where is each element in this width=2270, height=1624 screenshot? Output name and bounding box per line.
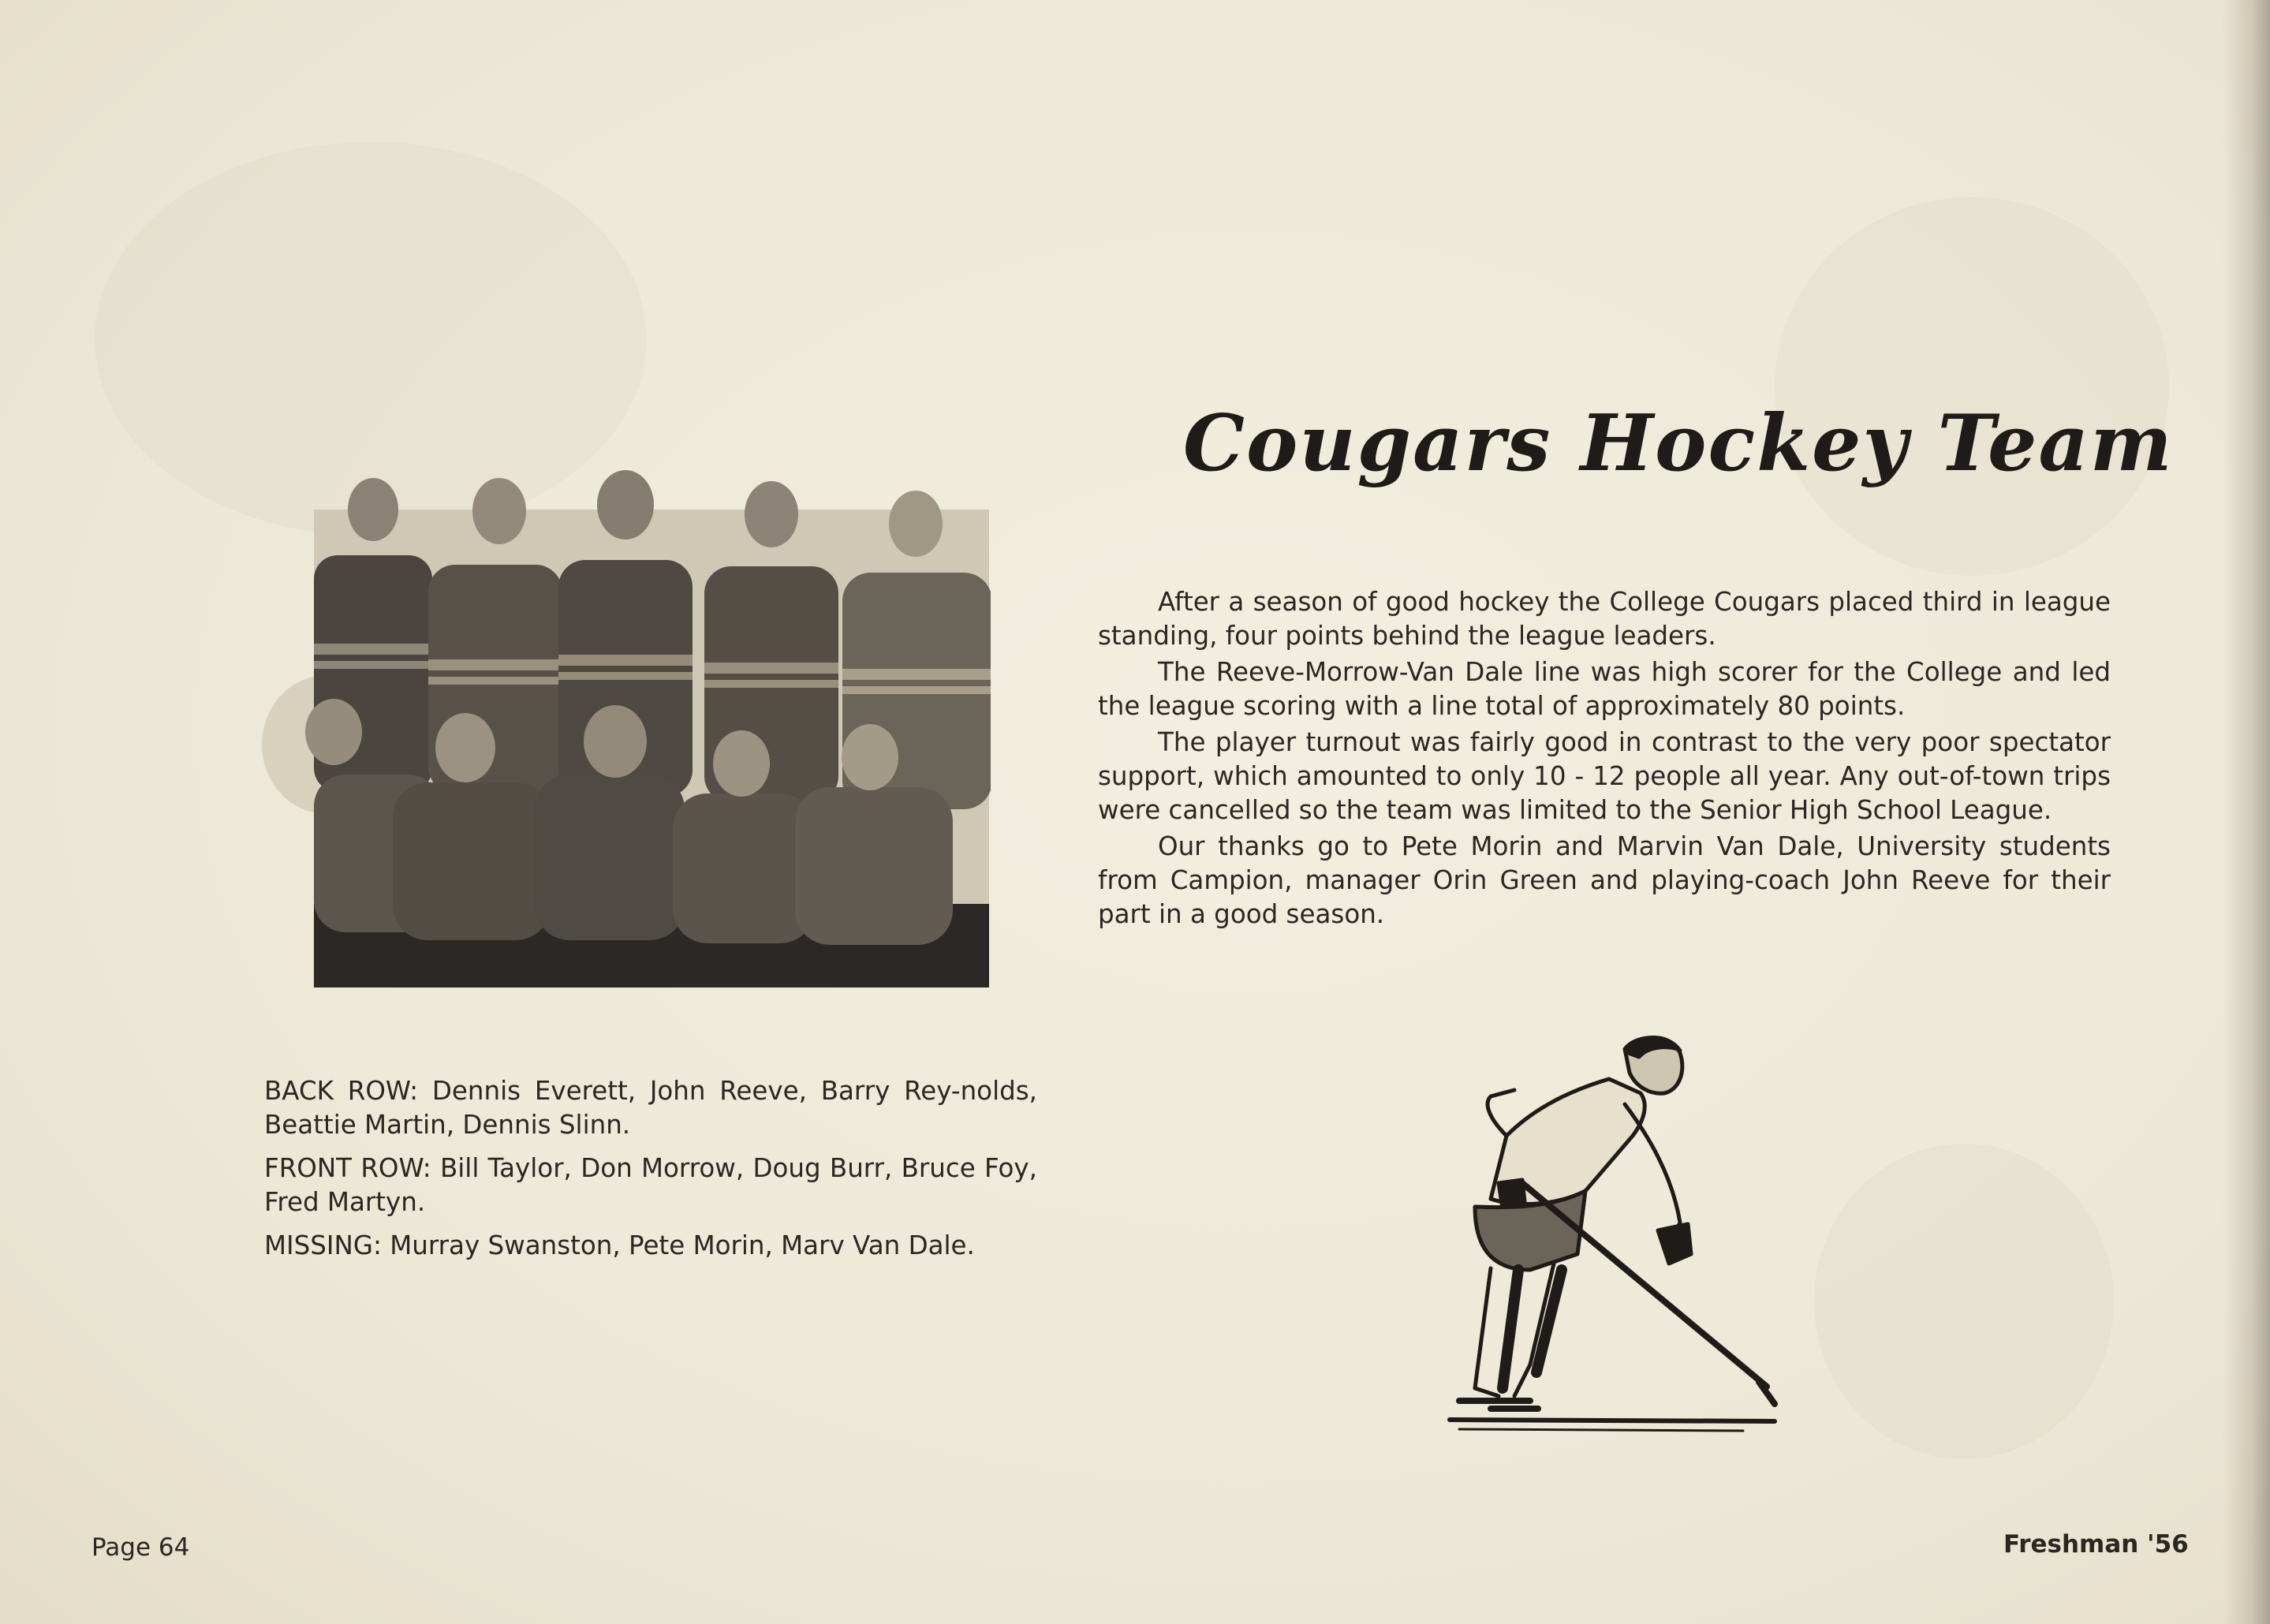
article-paragraph: Our thanks go to Pete Morin and Marvin Van Dale, University students from Campion, manager Orin Green and playing-coach John Reeve for their part in a good season. — [1098, 831, 2111, 929]
hockey-player-illustration — [1443, 1017, 1790, 1467]
caption-missing: MISSING: Murray Swanston, Pete Morin, Marv Van Dale. — [264, 1230, 975, 1260]
article-body — [1098, 585, 2111, 934]
page-number: Page 64 — [91, 1533, 190, 1562]
article-paragraph: After a season of good hockey the College Cougars placed third in league standing, four points behind the league leaders. — [1098, 587, 2111, 651]
article-paragraph: The Reeve-Morrow-Van Dale line was high scorer for the College and led the league scoring with a line total of approximately 80 points. — [1098, 657, 2111, 721]
bleed-through-shadow — [1814, 1144, 2114, 1459]
caption-back-row: BACK ROW: Dennis Everett, John Reeve, Barry Rey-nolds, Beattie Martin, Dennis Slinn. — [264, 1076, 1037, 1140]
caption-front-row: FRONT ROW: Bill Taylor, Don Morrow, Doug Burr, Bruce Foy, Fred Martyn. — [264, 1153, 1037, 1217]
photo-caption — [264, 1074, 1037, 1272]
publication-name: Freshman '56 — [2003, 1530, 2189, 1559]
bleed-through-shadow — [1775, 197, 2169, 576]
page-title: Cougars Hockey Team — [1183, 398, 2174, 489]
article-paragraph: The player turnout was fairly good in contrast to the very poor spectator support, which amounted to only 10 - 12 people all year. Any out-of-town trips were cancelled so the team was limited to the Senior High School League. — [1098, 727, 2111, 825]
team-photo — [259, 462, 991, 997]
page-edge-shadow — [2223, 0, 2270, 1624]
